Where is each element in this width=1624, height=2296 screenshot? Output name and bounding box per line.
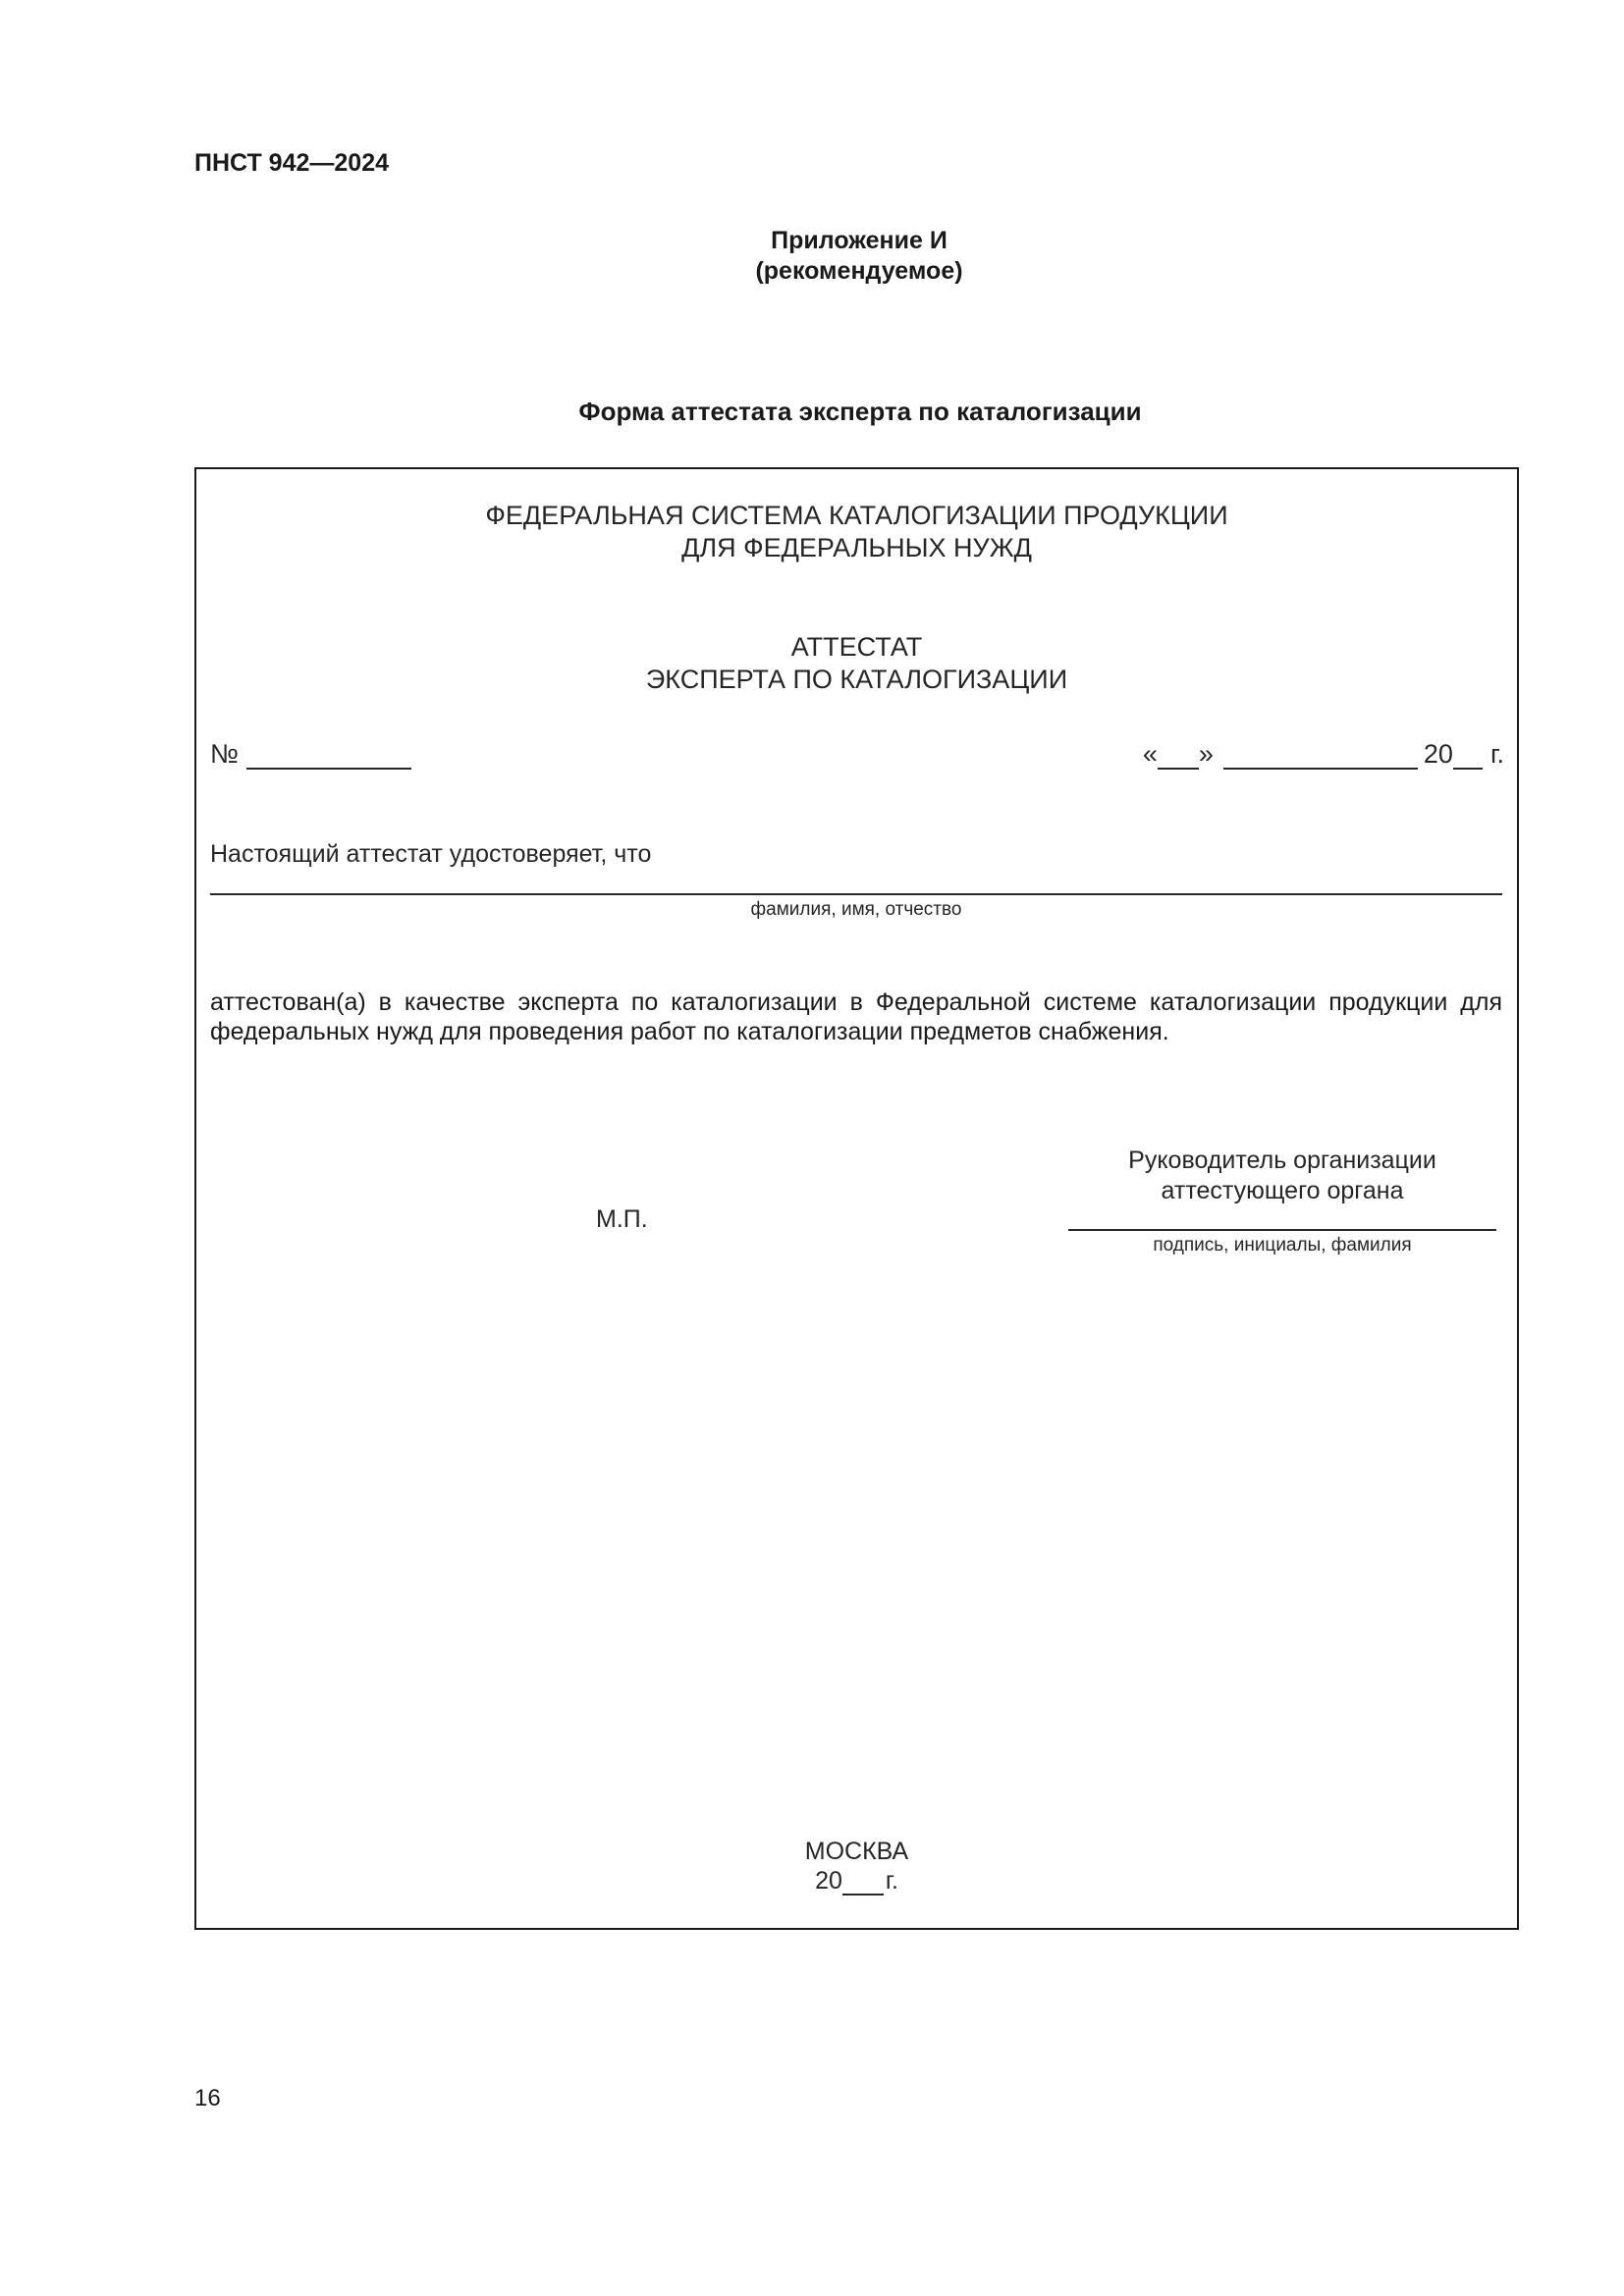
date-year-blank bbox=[1453, 742, 1483, 770]
stamp-label: М.П. bbox=[596, 1205, 648, 1233]
fio-blank-line bbox=[210, 893, 1502, 895]
federal-system-heading bbox=[194, 500, 1519, 564]
certificate-title bbox=[194, 631, 1519, 696]
appendix-heading bbox=[0, 226, 1624, 287]
date-month-blank bbox=[1223, 742, 1418, 770]
appendix-status: (рекомендуемое) bbox=[755, 257, 963, 285]
date-day-blank bbox=[1158, 742, 1199, 770]
footer-year-blank bbox=[842, 1869, 884, 1896]
date-century: 20 bbox=[1423, 739, 1453, 769]
number-label: № bbox=[210, 739, 239, 769]
city-label: МОСКВА bbox=[804, 1838, 909, 1865]
organization-head-title bbox=[1068, 1146, 1496, 1206]
fio-caption: фамилия, имя, отчество bbox=[750, 899, 962, 920]
footer-year-suffix: г. bbox=[885, 1867, 898, 1895]
signature-caption: подпись, инициалы, фамилия bbox=[1153, 1235, 1412, 1255]
head-line-2: аттестующего органа bbox=[1161, 1177, 1404, 1204]
head-line-1: Руководитель организации bbox=[1128, 1147, 1436, 1174]
signature-blank-line bbox=[1068, 1229, 1496, 1231]
appendix-label: Приложение И bbox=[771, 227, 947, 254]
number-blank-line bbox=[246, 742, 411, 770]
certificate-date-field bbox=[1143, 739, 1504, 770]
document-id: ПНСТ 942—2024 bbox=[194, 149, 389, 177]
date-quote-open: « bbox=[1142, 739, 1158, 769]
certificate-body-text: аттестован(а) в качестве эксперта по каталогизации в Федеральной системе каталогизации продукции для федеральных нужд для проведения работ по каталогизации предметов снабжения. bbox=[210, 988, 1502, 1045]
title-line-2: ЭКСПЕРТА ПО КАТАЛОГИЗАЦИИ bbox=[645, 665, 1068, 694]
page-number: 16 bbox=[194, 2085, 221, 2111]
certifies-text: Настоящий аттестат удостоверяет, что bbox=[210, 840, 652, 868]
system-line-1: ФЕДЕРАЛЬНАЯ СИСТЕМА КАТАЛОГИЗАЦИИ ПРОДУКЦИИ bbox=[485, 501, 1228, 530]
system-line-2: ДЛЯ ФЕДЕРАЛЬНЫХ НУЖД bbox=[681, 533, 1032, 562]
footer-year-prefix: 20 bbox=[815, 1867, 842, 1895]
form-title: Форма аттестата эксперта по каталогизации bbox=[578, 397, 1142, 426]
date-year-suffix: г. bbox=[1489, 739, 1504, 769]
title-line-1: АТТЕСТАТ bbox=[790, 632, 923, 662]
footer-year bbox=[194, 1866, 1519, 1896]
date-quote-close: » bbox=[1198, 739, 1214, 769]
certificate-number-field bbox=[210, 739, 411, 770]
